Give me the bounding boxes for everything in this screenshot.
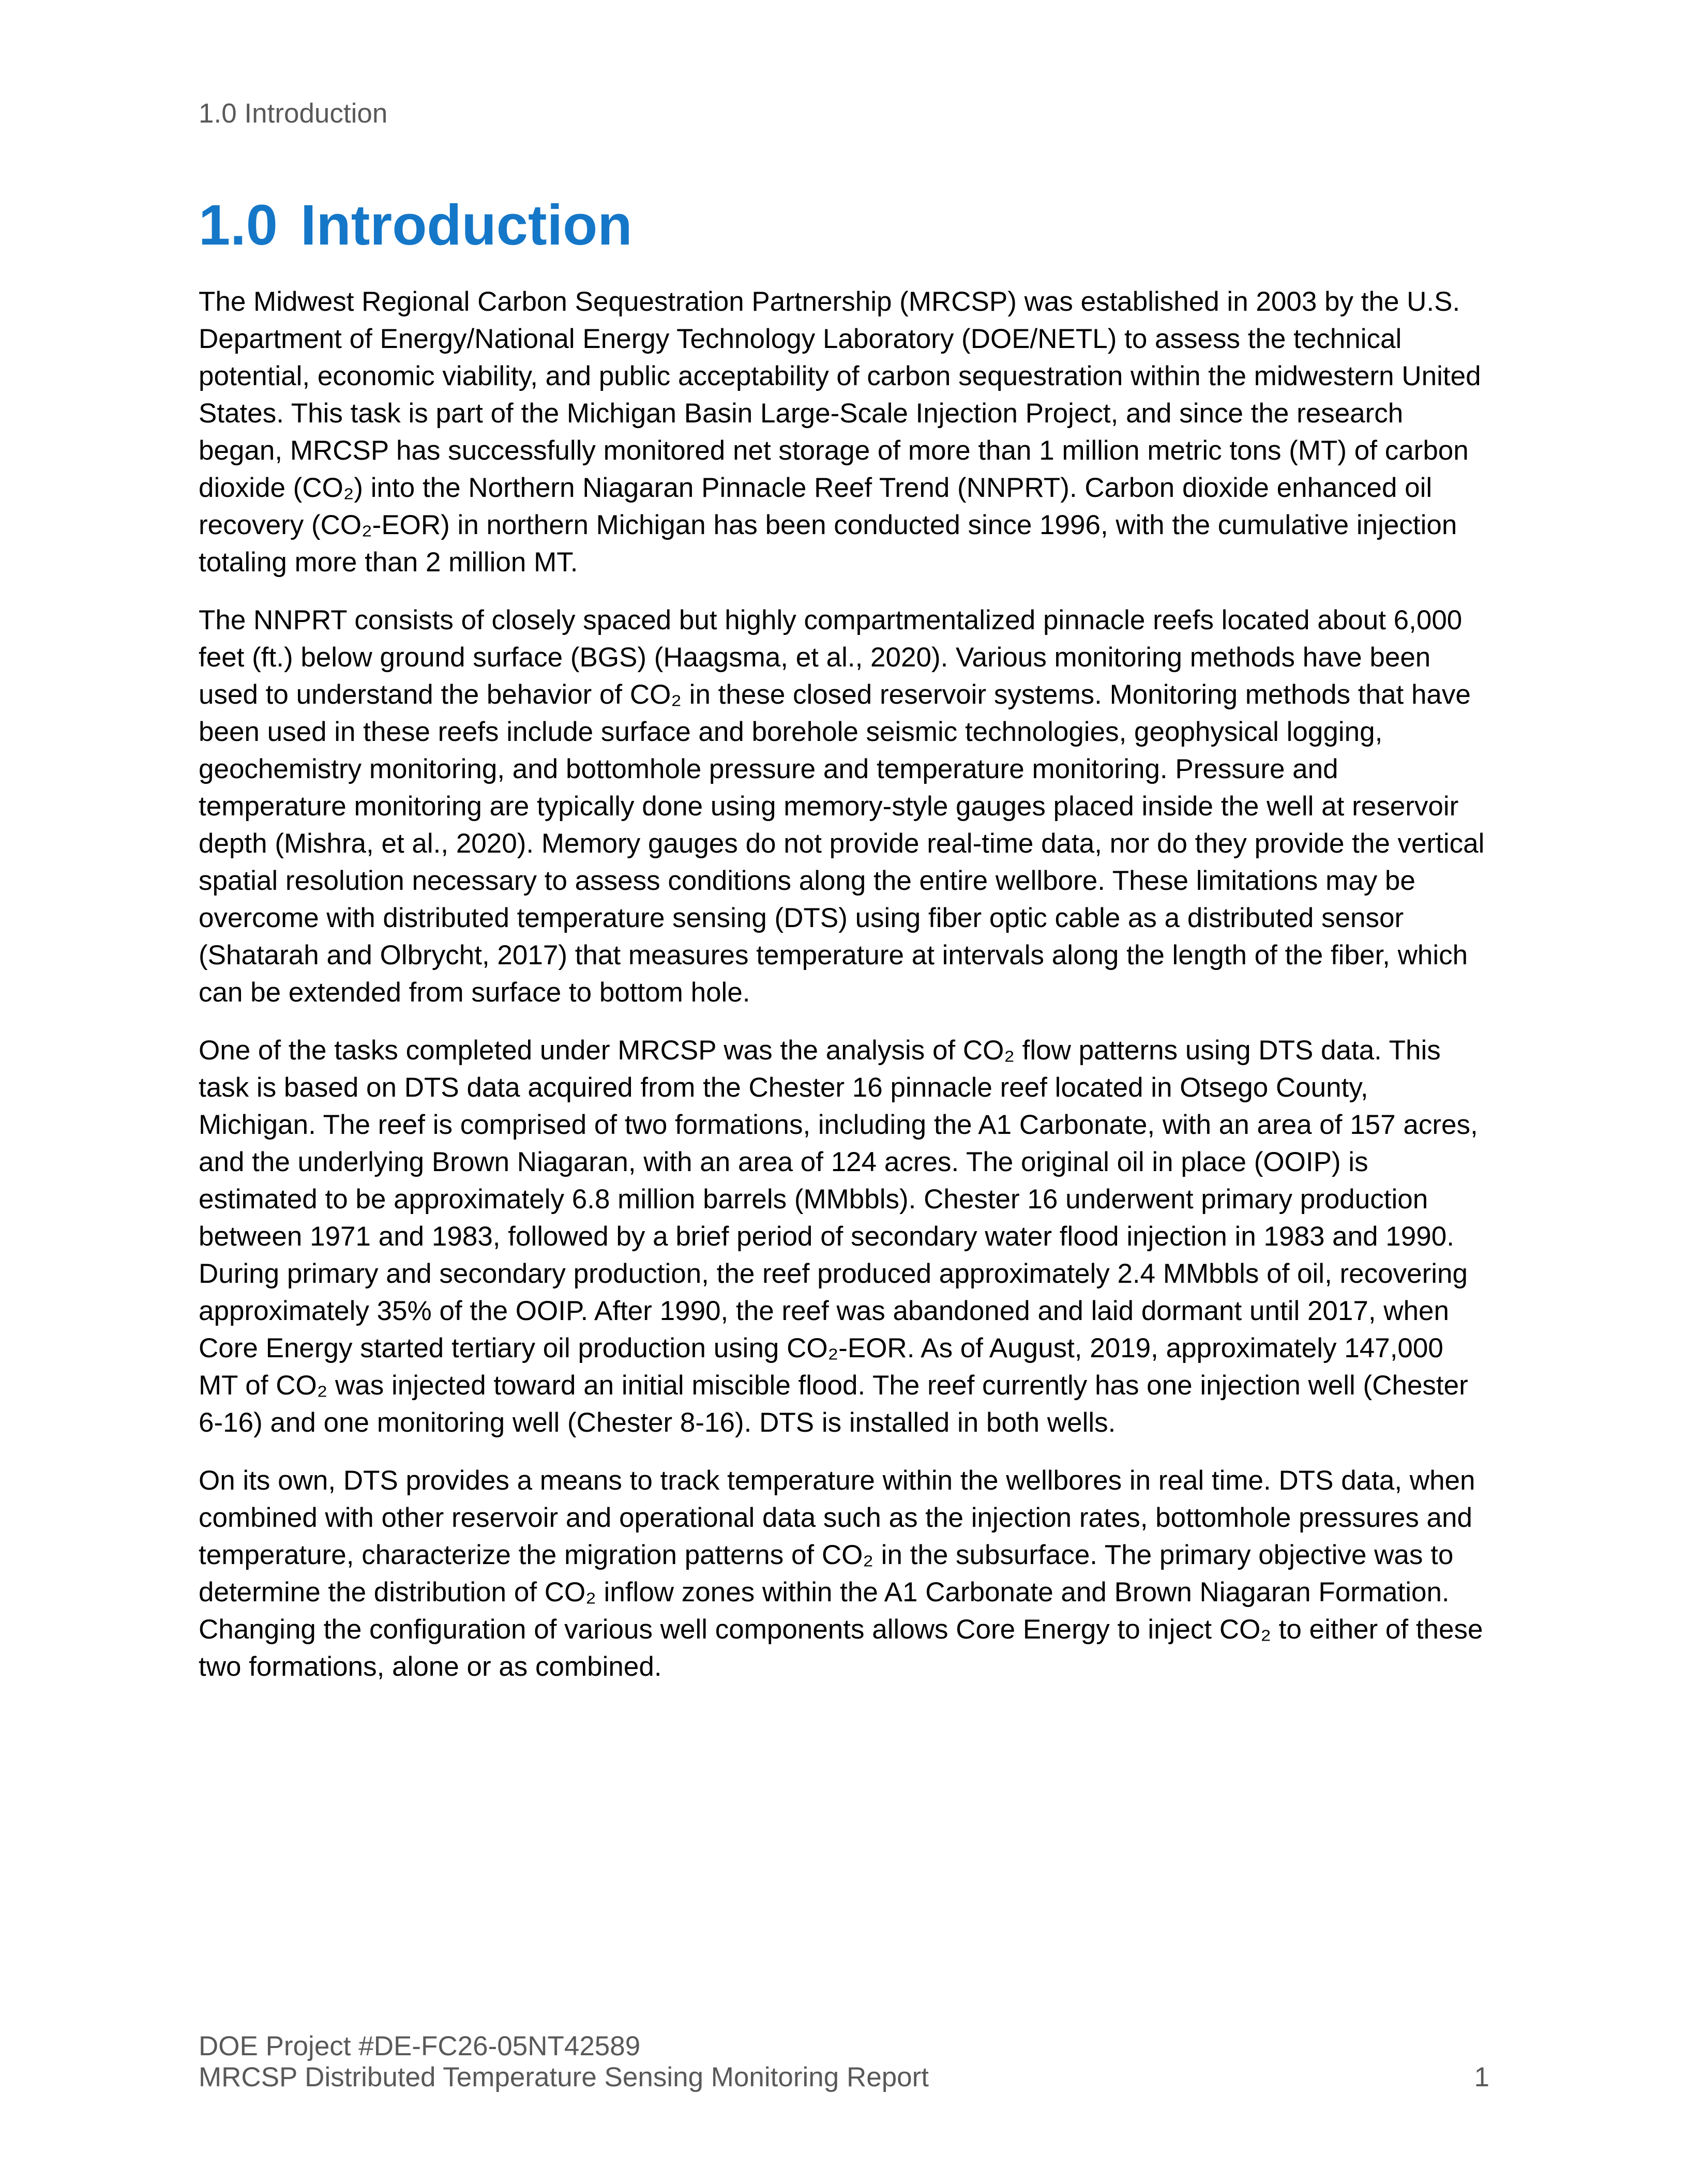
section-title — [199, 193, 632, 257]
paragraph-2: The NNPRT consists of closely spaced but highly compartmentalized pinnacle reefs located about 6,000 feet (ft.) below ground surface (BGS) (Haagsma, et al., 2020). Various monitoring methods have been used to understand the behavior of CO₂ in these closed reservoir systems. Monitoring methods that have been used in these reefs include surface and borehole seismic technologies, geophysical logging, geochemistry monitoring, and bottomhole pressure and temperature monitoring. Pressure and temperature monitoring are typically done using memory-style gauges placed inside the well at reservoir depth (Mishra, et al., 2020). Memory gauges do not provide real-time data, nor do they provide the vertical spatial resolution necessary to assess conditions along the entire wellbore. These limitations may be overcome with distributed temperature sensing (DTS) using fiber optic cable as a distributed sensor (Shatarah and Olbrycht, 2017) that measures temperature at intervals along the length of the fiber, which can be extended from surface to bottom hole. — [199, 605, 1485, 1008]
section-number: 1.0 — [199, 193, 278, 257]
page-footer — [199, 2031, 1489, 2093]
running-header: 1.0 Introduction — [199, 98, 388, 129]
section-title-text: Introduction — [300, 193, 632, 257]
paragraph-1: The Midwest Regional Carbon Sequestration Partnership (MRCSP) was established in 2003 by the U.S. Department of Energy/National Energy Technology Laboratory (DOE/NETL) to assess the technical potential, economic viability, and public acceptability of carbon sequestration within the midwestern United States. This task is part of the Michigan Basin Large-Scale Injection Project, and since the research began, MRCSP has successfully monitored net storage of more than 1 million metric tons (MT) of carbon dioxide (CO₂) into the Northern Niagaran Pinnacle Reef Trend (NNPRT). Carbon dioxide enhanced oil recovery (CO₂-EOR) in northern Michigan has been conducted since 1996, with the cumulative injection totaling more than 2 million MT. — [199, 286, 1481, 578]
footer-report-row — [199, 2062, 1489, 2093]
paragraph-3: One of the tasks completed under MRCSP was the analysis of CO₂ flow patterns using DTS data. This task is based on DTS data acquired from the Chester 16 pinnacle reef located in Otsego County, Michigan. The reef is comprised of two formations, including the A1 Carbonate, with an area of 157 acres, and the underlying Brown Niagaran, with an area of 124 acres. The original oil in place (OOIP) is estimated to be approximately 6.8 million barrels (MMbbls). Chester 16 underwent primary production between 1971 and 1983, followed by a brief period of secondary water flood injection in 1983 and 1990. During primary and secondary production, the reef produced approximately 2.4 MMbbls of oil, recovering approximately 35% of the OOIP. After 1990, the reef was abandoned and laid dormant until 2017, when Core Energy started tertiary oil production using CO₂-EOR. As of August, 2019, approximately 147,000 MT of CO₂ was injected toward an initial miscible flood. The reef currently has one injection well (Chester 6-16) and one monitoring well (Chester 8-16). DTS is installed in both wells. — [199, 1035, 1478, 1438]
footer-report-line: MRCSP Distributed Temperature Sensing Monitoring Report — [199, 2062, 929, 2092]
paragraph-4: On its own, DTS provides a means to track temperature within the wellbores in real time. DTS data, when combined with other reservoir and operational data such as the injection rates, bottomhole pressures and temperature, characterize the migration patterns of CO₂ in the subsurface. The primary objective was to determine the distribution of CO₂ inflow zones within the A1 Carbonate and Brown Niagaran Formation. Changing the configuration of various well components allows Core Energy to inject CO₂ to either of these two formations, alone or as combined. — [199, 1465, 1483, 1682]
footer-project-line: DOE Project #DE-FC26-05NT42589 — [199, 2031, 641, 2061]
body-text — [199, 283, 1489, 1706]
page-number: 1 — [1474, 2062, 1489, 2092]
